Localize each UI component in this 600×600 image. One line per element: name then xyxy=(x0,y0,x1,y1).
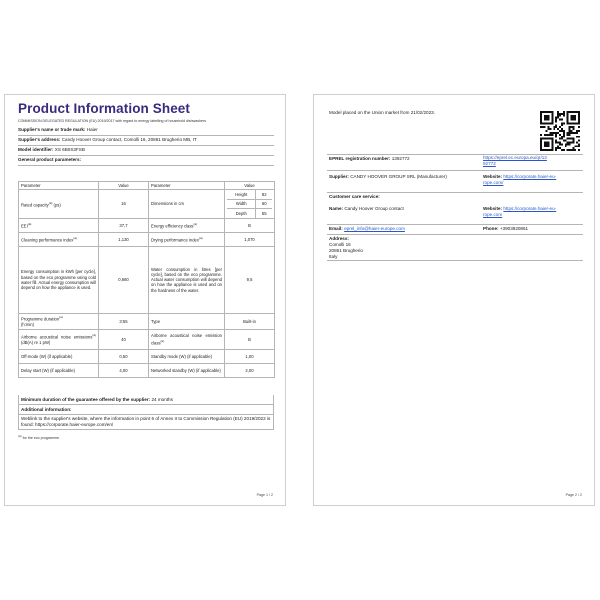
page-number: Page 1 / 2 xyxy=(256,493,273,497)
cleaning-index-value: 1,130 xyxy=(99,232,149,246)
cleaning-index-label: Cleaning performance index$^{(a)}$ xyxy=(19,232,99,246)
dim-depth-value: 55 xyxy=(261,210,267,216)
eprel-link[interactable]: https://eprel.ec.europa.eu/qr/13 92772 xyxy=(483,155,547,166)
water-consumption-value: 9,5 xyxy=(225,246,275,313)
table-row xyxy=(19,218,275,232)
noise-emissions-value: 40 xyxy=(99,329,149,349)
model-identifier-value: XS 6B0S3FSB xyxy=(54,147,85,152)
noise-emissions-label: Airborne acoustical noise emissions$^{(a)}$ (dB(A) re 1 pW) xyxy=(19,329,99,349)
address-line-3: Italy xyxy=(329,254,338,259)
supplier-line xyxy=(329,174,447,180)
page-1 xyxy=(4,94,286,506)
eprel-section xyxy=(327,154,583,171)
page-number: Page 2 / 2 xyxy=(565,493,582,497)
footnote: $^{(a)}$ for the eco programme. xyxy=(18,434,61,441)
phone-line: Phone: +3903920861 xyxy=(483,226,529,231)
model-identifier-label: Model identifier: xyxy=(18,147,54,152)
eei-label: EEI$^{(a)}$ xyxy=(19,218,99,232)
programme-duration-label: Programme duration$^{(a)}$ (h:min) xyxy=(19,313,99,329)
address-block xyxy=(329,236,363,260)
supplier-value: CANDY HOOVER GROUP SRL (Manufacturer) xyxy=(350,174,447,179)
energy-class-label: Energy efficiency class$^{(a)}$ xyxy=(149,218,225,232)
phone-value: +3903920861 xyxy=(499,226,529,231)
header-parameter-right: Parameter xyxy=(149,182,225,190)
parameters-table xyxy=(18,181,275,378)
supplier-address-value: Candy Hoover Group contact, Comolli 16, 20861 Brugherio MB, IT xyxy=(61,137,197,142)
address-section xyxy=(327,234,583,261)
off-mode-label: Off-mode (W) (if applicable) xyxy=(19,349,99,363)
qr-code-icon[interactable] xyxy=(540,111,580,151)
dim-height-value: 82 xyxy=(256,190,272,199)
supplier-label: Supplier: xyxy=(329,174,349,179)
delay-start-label: Delay start (W) (if applicable) xyxy=(19,363,99,377)
standby-mode-label: Standby mode (W) (if applicable) xyxy=(149,349,225,363)
warranty-label: Minimum duration of the guarantee offered by the supplier: xyxy=(21,397,151,402)
type-label: Type xyxy=(149,313,225,329)
dimensions-cell xyxy=(225,190,275,219)
dim-height-name: Height xyxy=(227,190,256,199)
dim-width-name: Width xyxy=(227,199,256,209)
care-name-section xyxy=(327,202,583,225)
dim-width-value: 60 xyxy=(256,199,272,209)
supplier-name-label: Supplier's name or trade mark: xyxy=(18,127,86,132)
general-params-heading: General product parameters: xyxy=(18,155,274,166)
page-2 xyxy=(313,94,595,506)
address-line-2: 20861 Brugherio xyxy=(329,248,363,253)
eprel-label: EPREL registration number: xyxy=(329,156,391,161)
care-name-value: Candy Hoover Group contact xyxy=(344,206,404,211)
networked-standby-label: Networked standby (W) (if applicable) xyxy=(149,363,225,377)
customer-care-heading: Customer care service: xyxy=(329,194,380,199)
rated-capacity-value: 16 xyxy=(99,190,149,219)
table-row xyxy=(19,349,275,363)
table-row xyxy=(19,246,275,313)
email-line: Email: eprel_info@haier-europe.com xyxy=(329,226,405,231)
energy-consumption-value: 0,660 xyxy=(99,246,149,313)
networked-standby-value: 2,00 xyxy=(225,363,275,377)
email-link[interactable]: eprel_info@haier-europe.com xyxy=(344,226,405,231)
address-label: Address: xyxy=(329,236,349,241)
noise-class-label: Airborne acoustical noise emission class$^{(a)}$ xyxy=(149,329,225,349)
dimensions-label: Dimensions in cm xyxy=(149,190,225,219)
water-consumption-label: Water consumption in litres [per cycle], based on the eco programme. Actual water consumption will depend on how the appliance is used and on the hardness of the water. xyxy=(149,246,225,313)
supplier-section xyxy=(327,170,583,193)
header-value-right: Value xyxy=(225,182,275,190)
regulation-line: COMMISSION DELEGATED REGULATION (EU) 2019/2017 with regard to energy labelling of household dishwashers xyxy=(18,119,207,123)
off-mode-value: 0,50 xyxy=(99,349,149,363)
table-row xyxy=(19,232,275,246)
table-row xyxy=(19,329,275,349)
model-placed-text: Model placed on the Union market from 21/02/2023. xyxy=(329,110,435,115)
drying-index-value: 1,070 xyxy=(225,232,275,246)
supplier-website: Website: https://corporate.haier-eu- rope.com/ xyxy=(483,174,557,185)
dim-depth-name: Depth xyxy=(227,209,256,218)
table-row xyxy=(19,313,275,329)
customer-care-heading-box xyxy=(327,192,583,202)
table-header-row xyxy=(19,182,275,190)
supplier-address-label: Supplier's address: xyxy=(18,137,61,142)
drying-index-label: Drying performance index$^{(a)}$ xyxy=(149,232,225,246)
additional-info-text: Weblink to the supplier's website, where the information in point 6 of Annex II to Commission Regulation (EU) 2019/2022 is found: https://corporate.haier-europe.com/en/ xyxy=(18,415,274,430)
standby-mode-value: 1,00 xyxy=(225,349,275,363)
care-name-line: Name: Candy Hoover Group contact xyxy=(329,206,404,211)
address-line-1: Comolli 16 xyxy=(329,242,351,247)
warranty-line xyxy=(18,395,274,405)
energy-consumption-label: Energy consumption in kWh [per cycle], based on the eco programme using cold water fill. Actual energy consumption will depend on how the appliance is used. xyxy=(19,246,99,313)
supplier-website-link[interactable]: https://corporate.haier-eu- xyxy=(503,174,557,179)
noise-class-value: B xyxy=(225,329,275,349)
sheet-title: Product Information Sheet xyxy=(18,101,191,116)
additional-info-heading: Additional information: xyxy=(18,405,274,415)
programme-duration-value: 3:55 xyxy=(99,313,149,329)
header-parameter-left: Parameter xyxy=(19,182,99,190)
table-row xyxy=(19,363,275,377)
care-website-link[interactable]: https://corporate.haier-eu- xyxy=(503,206,557,211)
supplier-name-value: Haier xyxy=(86,127,98,132)
warranty-value: 24 months xyxy=(151,397,173,402)
eprel-value: 1392772 xyxy=(391,156,410,161)
table-row xyxy=(19,190,275,219)
eprel-line xyxy=(329,156,410,162)
header-value-left: Value xyxy=(99,182,149,190)
type-value: Built-in xyxy=(225,313,275,329)
energy-class-value: B xyxy=(225,218,275,232)
eei-value: 37,7 xyxy=(99,218,149,232)
rated-capacity-label: Rated capacity$^{(a)}$ (ps) xyxy=(19,190,99,219)
delay-start-value: 4,00 xyxy=(99,363,149,377)
care-website: Website: https://corporate.haier-eu- rope.com xyxy=(483,206,557,217)
